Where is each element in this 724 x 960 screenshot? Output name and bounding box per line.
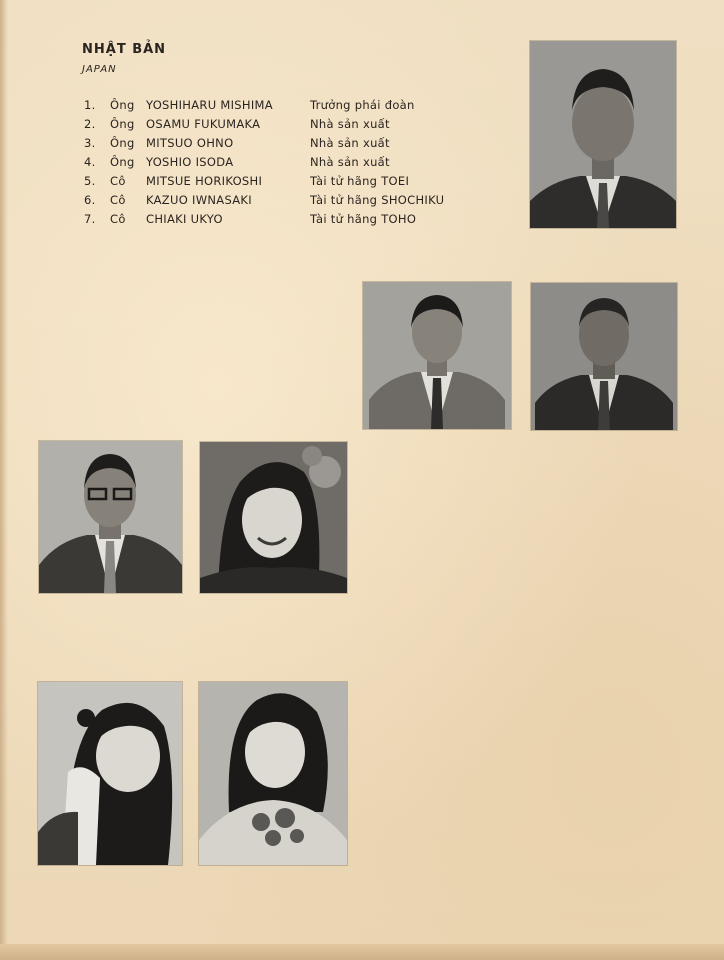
- section-title: NHẬT BẢN: [82, 42, 167, 57]
- item-number: 1.: [84, 98, 96, 112]
- item-number: 6.: [84, 193, 96, 207]
- page-bottom-fold: [0, 944, 724, 960]
- item-name: KAZUO IWNASAKI: [146, 193, 252, 207]
- item-number: 4.: [84, 155, 96, 169]
- portrait-photo-2: [363, 282, 511, 429]
- delegation-item: [84, 98, 524, 117]
- item-role: Nhà sản xuất: [310, 117, 390, 131]
- item-honorific: Ông: [110, 155, 135, 169]
- portrait-photo-1: [530, 41, 676, 228]
- item-name: OSAMU FUKUMAKA: [146, 117, 261, 131]
- item-name: MITSUE HORIKOSHI: [146, 174, 263, 188]
- item-role: Trưởng phái đoàn: [310, 98, 415, 112]
- delegation-item: [84, 174, 524, 193]
- item-role: Tài tử hãng SHOCHIKU: [310, 193, 445, 207]
- delegation-item: [84, 193, 524, 212]
- portrait-photo-5: [200, 442, 347, 593]
- delegation-item: [84, 117, 524, 136]
- portrait-photo-3: [531, 283, 677, 430]
- item-role: Nhà sản xuất: [310, 155, 390, 169]
- portrait-photo-6: [38, 682, 182, 865]
- item-role: Tài tử hãng TOEI: [310, 174, 410, 188]
- delegation-list: [84, 98, 524, 231]
- item-role: Nhà sản xuất: [310, 136, 390, 150]
- item-number: 7.: [84, 212, 96, 226]
- item-role: Tài tử hãng TOHO: [310, 212, 417, 226]
- delegation-item: [84, 212, 524, 231]
- item-name: YOSHIO ISODA: [146, 155, 234, 169]
- item-number: 2.: [84, 117, 96, 131]
- item-name: MITSUO OHNO: [146, 136, 234, 150]
- page-spine-shadow: [0, 0, 8, 960]
- item-honorific: Ông: [110, 136, 135, 150]
- item-honorific: Ông: [110, 117, 135, 131]
- item-name: YOSHIHARU MISHIMA: [146, 98, 273, 112]
- delegation-item: [84, 136, 524, 155]
- portrait-photo-4: [39, 441, 182, 593]
- item-number: 5.: [84, 174, 96, 188]
- item-honorific: Cô: [110, 212, 126, 226]
- portrait-photo-7: [199, 682, 347, 865]
- delegation-item: [84, 155, 524, 174]
- item-number: 3.: [84, 136, 96, 150]
- item-name: CHIAKI UKYO: [146, 212, 223, 226]
- item-honorific: Ông: [110, 98, 135, 112]
- item-honorific: Cô: [110, 193, 126, 207]
- section-subtitle: JAPAN: [82, 64, 117, 75]
- item-honorific: Cô: [110, 174, 126, 188]
